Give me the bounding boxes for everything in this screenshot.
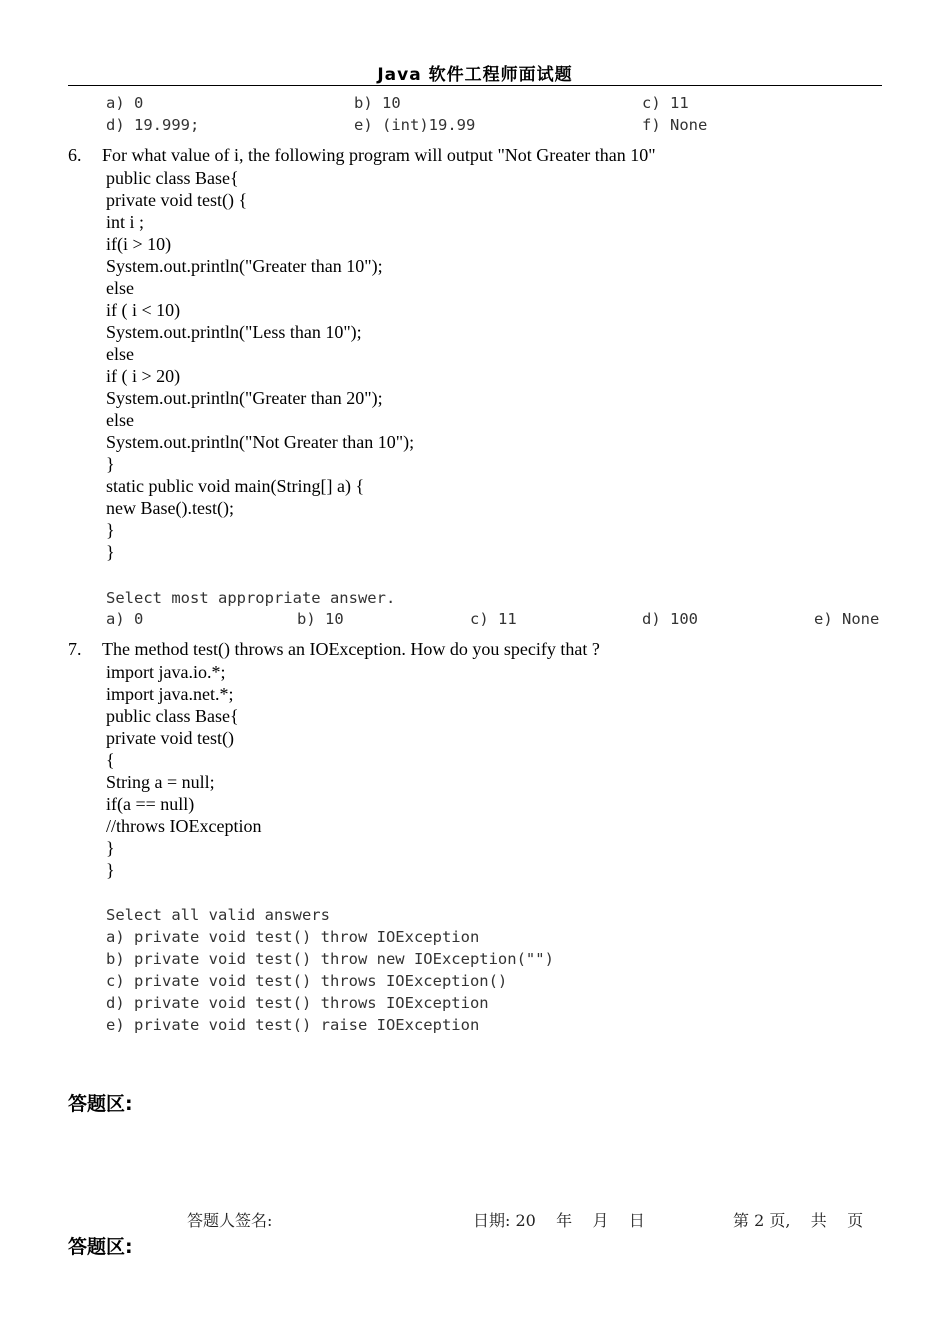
answer-area-label-repeat: 答题区: xyxy=(68,1236,133,1258)
code-line: } xyxy=(106,454,115,474)
code-line: } xyxy=(106,838,115,858)
code-line: } xyxy=(106,542,115,562)
question-6-instruction: Select most appropriate answer. xyxy=(106,589,396,607)
question-7-prompt: The method test() throws an IOException. How do you specify that ? xyxy=(102,639,600,659)
code-line: String a = null; xyxy=(106,772,215,792)
question-7-option-b: b) private void test() throw new IOException("") xyxy=(106,950,554,968)
question-7-option-a: a) private void test() throw IOException xyxy=(106,928,480,946)
code-line: private void test() { xyxy=(106,190,248,210)
code-line: { xyxy=(106,750,115,770)
question-6-option-e: e) None xyxy=(814,610,880,628)
code-line: if ( i < 10) xyxy=(106,300,181,320)
prev-option-d: d) 19.999; xyxy=(106,116,200,134)
question-6-code xyxy=(106,167,414,563)
question-6-number: 6. xyxy=(68,145,82,165)
header-divider xyxy=(68,85,882,86)
question-6-option-d: d) 100 xyxy=(642,610,698,628)
code-line: int i ; xyxy=(106,212,145,232)
question-6-prompt: For what value of i, the following program will output "Not Greater than 10" xyxy=(102,145,656,165)
code-line: import java.io.*; xyxy=(106,662,226,682)
code-line: if(a == null) xyxy=(106,794,195,814)
code-line: } xyxy=(106,520,115,540)
question-7-answers xyxy=(106,904,554,1036)
question-6-option-c: c) 11 xyxy=(470,610,517,628)
code-line: //throws IOException xyxy=(106,816,262,836)
code-line: static public void main(String[] a) { xyxy=(106,476,365,496)
prev-option-f: f) None xyxy=(642,116,708,134)
question-7-option-c: c) private void test() throws IOException() xyxy=(106,972,508,990)
question-7-instruction: Select all valid answers xyxy=(106,906,330,924)
page-header-title: Java 软件工程师面试题 xyxy=(377,65,573,85)
question-7-number: 7. xyxy=(68,639,82,659)
code-line: else xyxy=(106,278,134,298)
question-7-code xyxy=(106,661,261,881)
prev-option-c: c) 11 xyxy=(642,94,689,112)
question-7-option-e: e) private void test() raise IOException xyxy=(106,1016,480,1034)
code-line: System.out.println("Less than 10"); xyxy=(106,322,362,342)
code-line: public class Base{ xyxy=(106,706,239,726)
prev-option-b: b) 10 xyxy=(354,94,401,112)
code-line: if(i > 10) xyxy=(106,234,172,254)
code-line: if ( i > 20) xyxy=(106,366,181,386)
code-line: import java.net.*; xyxy=(106,684,234,704)
code-line: public class Base{ xyxy=(106,168,239,188)
question-6-option-a: a) 0 xyxy=(106,610,144,628)
prev-option-a: a) 0 xyxy=(106,94,144,112)
answer-area-label: 答题区: xyxy=(68,1093,133,1115)
code-line: private void test() xyxy=(106,728,234,748)
prev-option-e: e) (int)19.99 xyxy=(354,116,476,134)
footer-date-label: 日期: 20 年 月 日 xyxy=(473,1211,645,1230)
code-line: } xyxy=(106,860,115,880)
code-line: new Base().test(); xyxy=(106,498,234,518)
code-line: System.out.println("Not Greater than 10"); xyxy=(106,432,415,452)
question-6-option-b: b) 10 xyxy=(297,610,344,628)
footer-signature-label: 答题人签名: xyxy=(187,1211,273,1230)
code-line: else xyxy=(106,344,134,364)
code-line: else xyxy=(106,410,134,430)
code-line: System.out.println("Greater than 20"); xyxy=(106,388,383,408)
question-7-option-d: d) private void test() throws IOException xyxy=(106,994,489,1012)
code-line: System.out.println("Greater than 10"); xyxy=(106,256,383,276)
footer-page-label: 第 2 页, 共 页 xyxy=(733,1211,864,1230)
